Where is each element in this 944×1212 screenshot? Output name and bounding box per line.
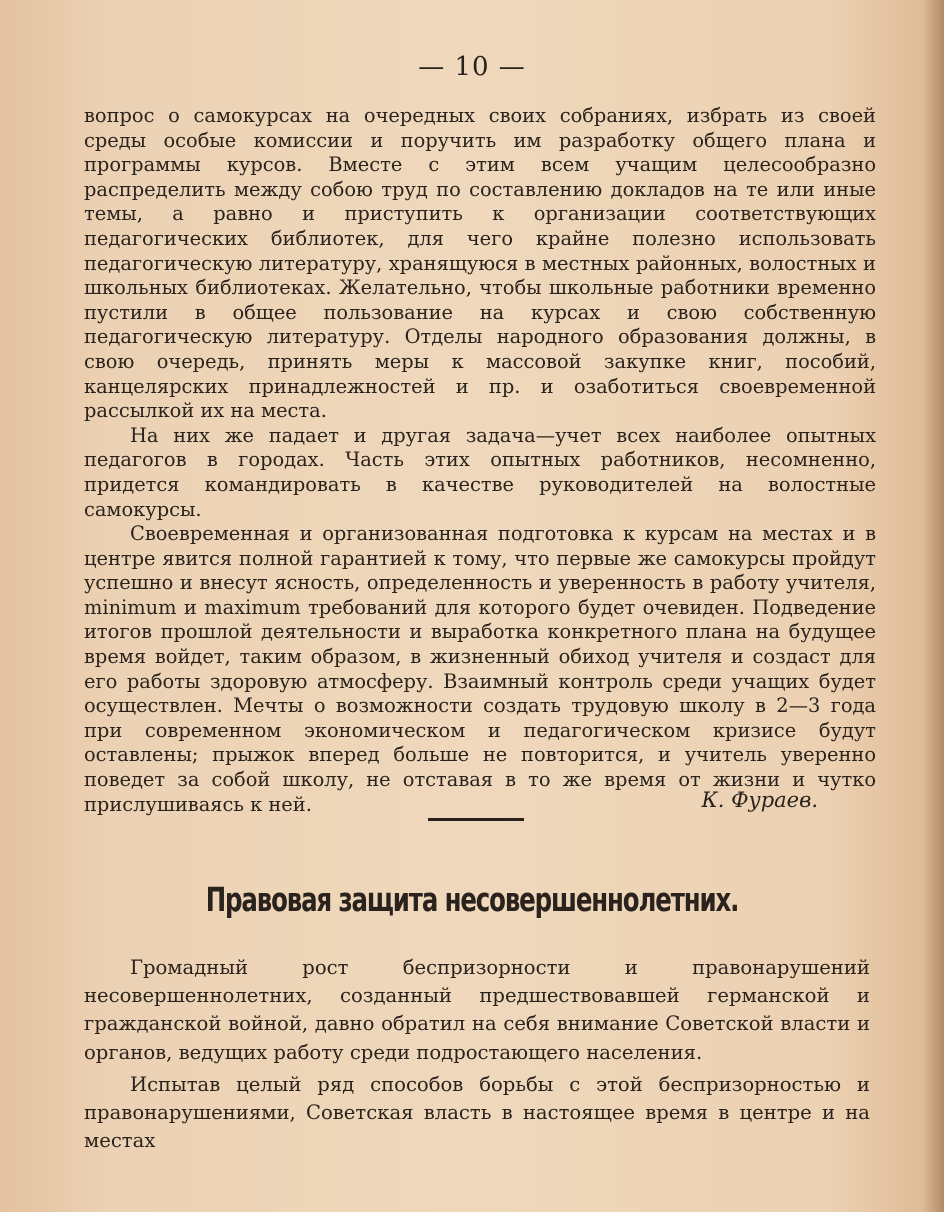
section2-paragraph-2: Испытав целый ряд способов борьбы с этой беспризорностью и правонарушениями, Советская власть в настоящее время в центре и на местах: [84, 1072, 870, 1153]
paragraph-3: Своевременная и организованная подготовка к курсам на местах и в центре явится полной гарантией к тому, что первые же самокурсы пройдут успешно и внесут ясность, определенность и уверенность в работу учителя, minimum и maximum требований для которого будет очевиден. Подведение итогов прошлой деятельности и выработка конкретного плана на будущее время войдет, таким образом, в жизненный обиход учителя и создаст для его работы здоровую атмосферу. Взаимный контроль среди учащих будет осуществлен. Мечты о возможности создать трудовую школу в 2—3 года при современном экономическом и педагогическом кризисе будут оставлены; прыжок вперед больше не повторится, и учитель уверенно поведет за собой школу, не отставая в то же время от жизни и чутко прислушиваясь к ней.: [84, 522, 876, 816]
page-number: — 10 —: [418, 52, 526, 82]
paragraph-1: вопрос о самокурсах на очередных своих собраниях, избрать из своей среды особые комиссии и поручить им разработку общего плана и программы курсов. Вместе с этим всем учащим целесообразно распределить между собою труд по составлению докладов на те или иные темы, а равно и приступить к организации соответствующих педагогических библиотек, для чего крайне полезно использовать педагогическую литературу, хранящуюся в местных районных, волостных и школьных библиотеках. Желательно, чтобы школьные работники временно пустили в общее пользование на курсах и свою собственную педагогическую литературу. Отделы народного образования должны, в свою очередь, принять меры к массовой закупке книг, пособий, канцелярских принадлежностей и пр. и озаботиться своевременной рассылкой их на места.: [84, 104, 876, 423]
section2-body: [84, 954, 870, 1155]
author-signature: К. Фураев.: [701, 788, 818, 812]
paragraph-2: На них же падает и другая задача—учет всех наиболее опытных педагогов в городах. Часть этих опытных работников, несомненно, придется командировать в качестве руководителей на волостные самокурсы.: [84, 423, 876, 521]
section-heading: Правовая защита несовершеннолетних.: [205, 880, 739, 919]
page-edge-shadow: [922, 0, 944, 1212]
section2-paragraph-1: Громадный рост беспризорности и правонарушений несовершеннолетних, созданный предшествовавшей германской и гражданской войной, давно обратил на себя внимание Советской власти и органов, ведущих работу среди подростающего населения.: [84, 956, 870, 1064]
section-divider: [428, 818, 524, 821]
article-body: [84, 104, 876, 817]
